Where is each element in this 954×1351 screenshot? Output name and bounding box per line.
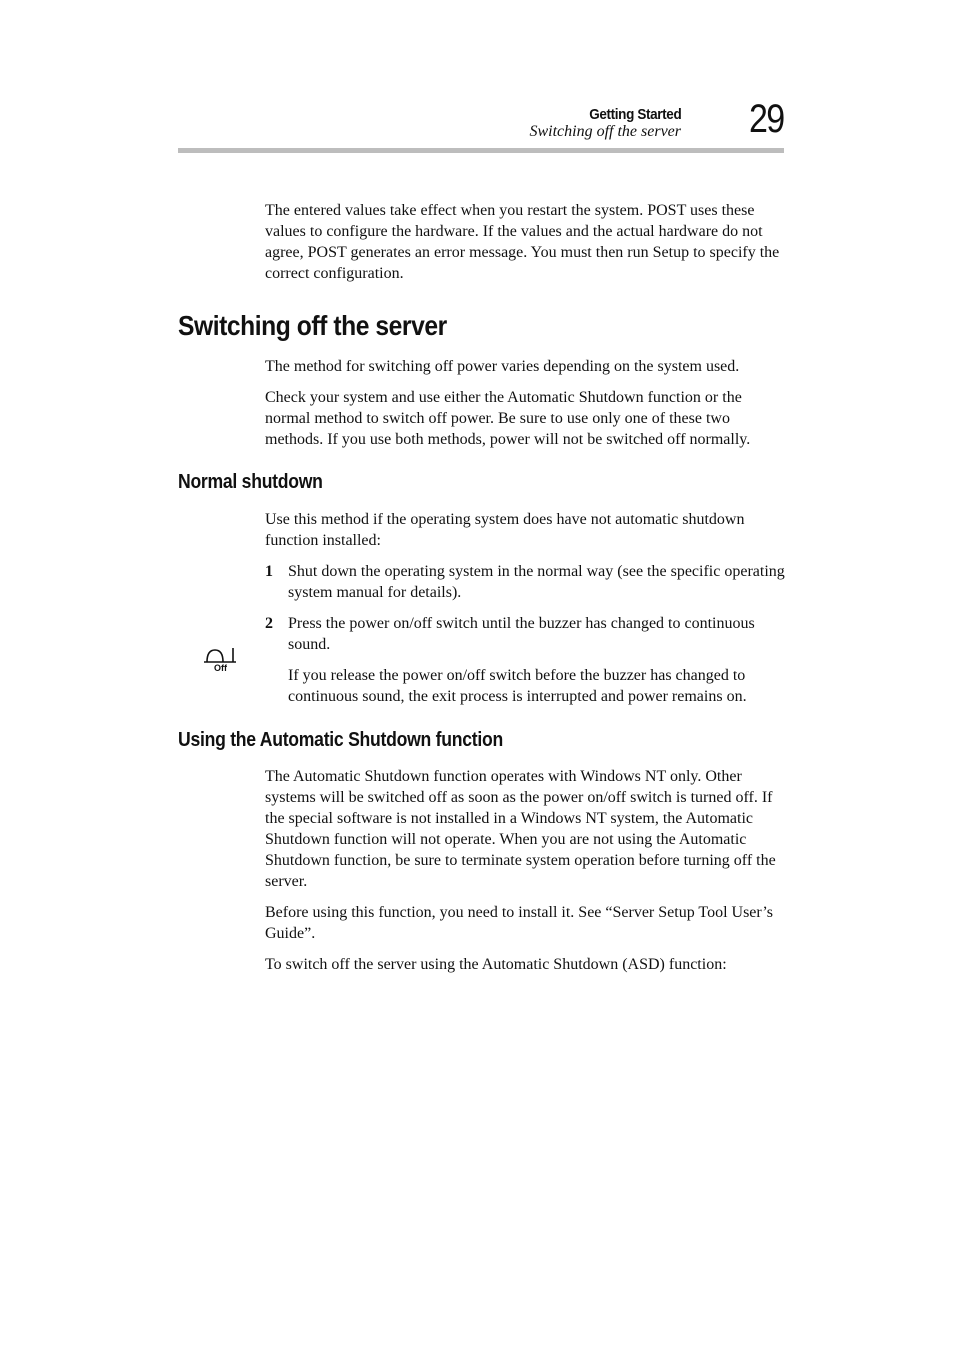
power-off-label: Off [214, 663, 227, 673]
auto-shutdown-paragraph [265, 954, 785, 975]
section-paragraph [265, 356, 785, 377]
list-item [265, 613, 785, 655]
step-number: 1 [265, 563, 273, 580]
auto-shutdown-paragraph [265, 766, 785, 892]
section-title: Switching off the server [178, 310, 447, 341]
paragraph: If you release the power on/off switch before the buzzer has changed to continuous sound, the exit process is interrupted and power remains on. [288, 667, 747, 705]
step-text: Shut down the operating system in the normal way (see the specific operating system manual for details). [288, 563, 785, 601]
paragraph: Use this method if the operating system does have not automatic shutdown function installed: [265, 511, 745, 549]
intro-paragraph [265, 200, 785, 284]
paragraph: The method for switching off power varies depending on the system used. [265, 358, 740, 375]
normal-shutdown-intro [265, 509, 785, 551]
subsection-title-auto-shutdown: Using the Automatic Shutdown function [178, 729, 503, 751]
step-number: 2 [265, 615, 273, 632]
power-off-icon [204, 644, 240, 676]
page-number: 29 [749, 97, 784, 141]
paragraph: Check your system and use either the Automatic Shutdown function or the normal method to switch off power. Be sure to use only one of these two methods. If you use both methods, power will not be switched off normally. [265, 389, 751, 448]
paragraph: To switch off the server using the Automatic Shutdown (ASD) function: [265, 956, 727, 973]
step-text: Press the power on/off switch until the buzzer has changed to continuous sound. [288, 615, 755, 653]
running-header-section: Switching off the server [529, 123, 681, 140]
paragraph: The entered values take effect when you restart the system. POST uses these values to configure the hardware. If the values and the actual hardware do not agree, POST generates an error message. You must then run Setup to specify the correct configuration. [265, 202, 780, 282]
running-header-chapter: Getting Started [588, 106, 681, 123]
paragraph: Before using this function, you need to install it. See “Server Setup Tool User’s Guide”. [265, 904, 773, 942]
step-note [288, 665, 785, 707]
section-paragraph [265, 387, 785, 450]
header-rule [178, 148, 784, 153]
subsection-title-normal-shutdown: Normal shutdown [178, 471, 323, 493]
auto-shutdown-paragraph [265, 902, 785, 944]
list-item [265, 561, 785, 603]
paragraph: The Automatic Shutdown function operates with Windows NT only. Other systems will be switched off as soon as the power on/off switch is turned off. If the special software is not installed in a Windows NT system, the Automatic Shutdown function will not operate. When you are not using the Automatic Shutdown function, be sure to terminate system operation before turning off the server. [265, 768, 776, 890]
